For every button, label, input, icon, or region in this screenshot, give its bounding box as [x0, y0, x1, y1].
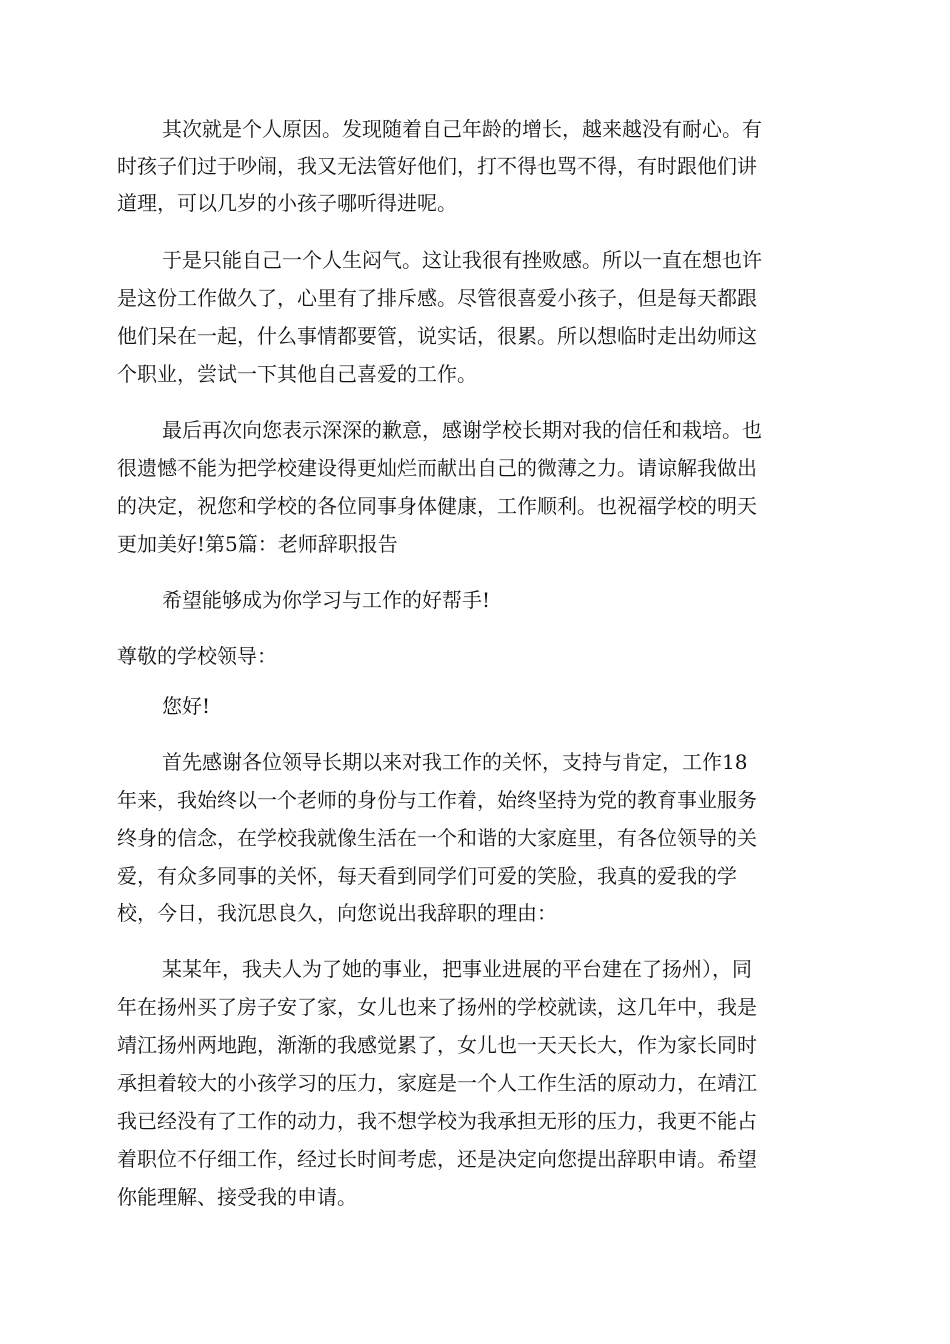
text-line: 他们呆在一起，什么事情都要管，说实话，很累。所以想临时走出幼师这 — [117, 324, 757, 348]
text-line: 其次就是个人原因。发现随着自己年龄的增长，越来越没有耐心。有 — [162, 117, 762, 141]
text-line: 承担着较大的小孩学习的压力，家庭是一个人工作生活的原动力，在靖江 — [117, 1071, 757, 1095]
text-line: 你能理解、接受我的申请。 — [117, 1185, 357, 1209]
text-line: 校，今日，我沉思良久，向您说出我辞职的理由： — [117, 901, 557, 925]
text-line: 终身的信念，在学校我就像生活在一个和谐的大家庭里，有各位领导的关 — [117, 826, 757, 850]
greeting: 您好! — [162, 694, 211, 718]
text-line: 爱，有众多同事的关怀，每天看到同学们可爱的笑脸，我真的爱我的学 — [117, 864, 737, 888]
text-line: 是这份工作做久了，心里有了排斥感。尽管很喜爱小孩子，但是每天都跟 — [117, 286, 757, 310]
text-line: 很遗憾不能为把学校建设得更灿烂而献出自己的微薄之力。请谅解我做出 — [117, 456, 757, 480]
text-line: 个职业，尝试一下其他自己喜爱的工作。 — [117, 362, 477, 386]
text-line: 最后再次向您表示深深的歉意，感谢学校长期对我的信任和栽培。也 — [162, 418, 762, 442]
text-line: 更加美好!第5篇：老师辞职报告 — [117, 532, 398, 556]
text-line: 着职位不仔细工作，经过长时间考虑，还是决定向您提出辞职申请。希望 — [117, 1147, 757, 1171]
text-line: 时孩子们过于吵闹，我又无法管好他们，打不得也骂不得，有时跟他们讲 — [117, 154, 757, 178]
text-line: 于是只能自己一个人生闷气。这让我很有挫败感。所以一直在想也许 — [162, 248, 762, 272]
text-line: 希望能够成为你学习与工作的好帮手! — [162, 588, 491, 612]
text-line: 年来，我始终以一个老师的身份与工作着，始终坚持为党的教育事业服务 — [117, 788, 757, 812]
text-line: 靖江扬州两地跑，渐渐的我感觉累了，女儿也一天天长大，作为家长同时 — [117, 1033, 757, 1057]
text-line: 首先感谢各位领导长期以来对我工作的关怀，支持与肯定，工作18 — [162, 750, 748, 774]
text-line: 年在扬州买了房子安了家，女儿也来了扬州的学校就读，这几年中，我是 — [117, 995, 757, 1019]
text-line: 的决定，祝您和学校的各位同事身体健康，工作顺利。也祝福学校的明天 — [117, 494, 757, 518]
text-line: 道理，可以几岁的小孩子哪听得进呢。 — [117, 191, 457, 215]
salutation: 尊敬的学校领导： — [117, 644, 277, 668]
text-line: 某某年，我夫人为了她的事业，把事业进展的平台建在了扬州），同 — [162, 957, 752, 981]
text-line: 我已经没有了工作的动力，我不想学校为我承担无形的压力，我更不能占 — [117, 1109, 757, 1133]
